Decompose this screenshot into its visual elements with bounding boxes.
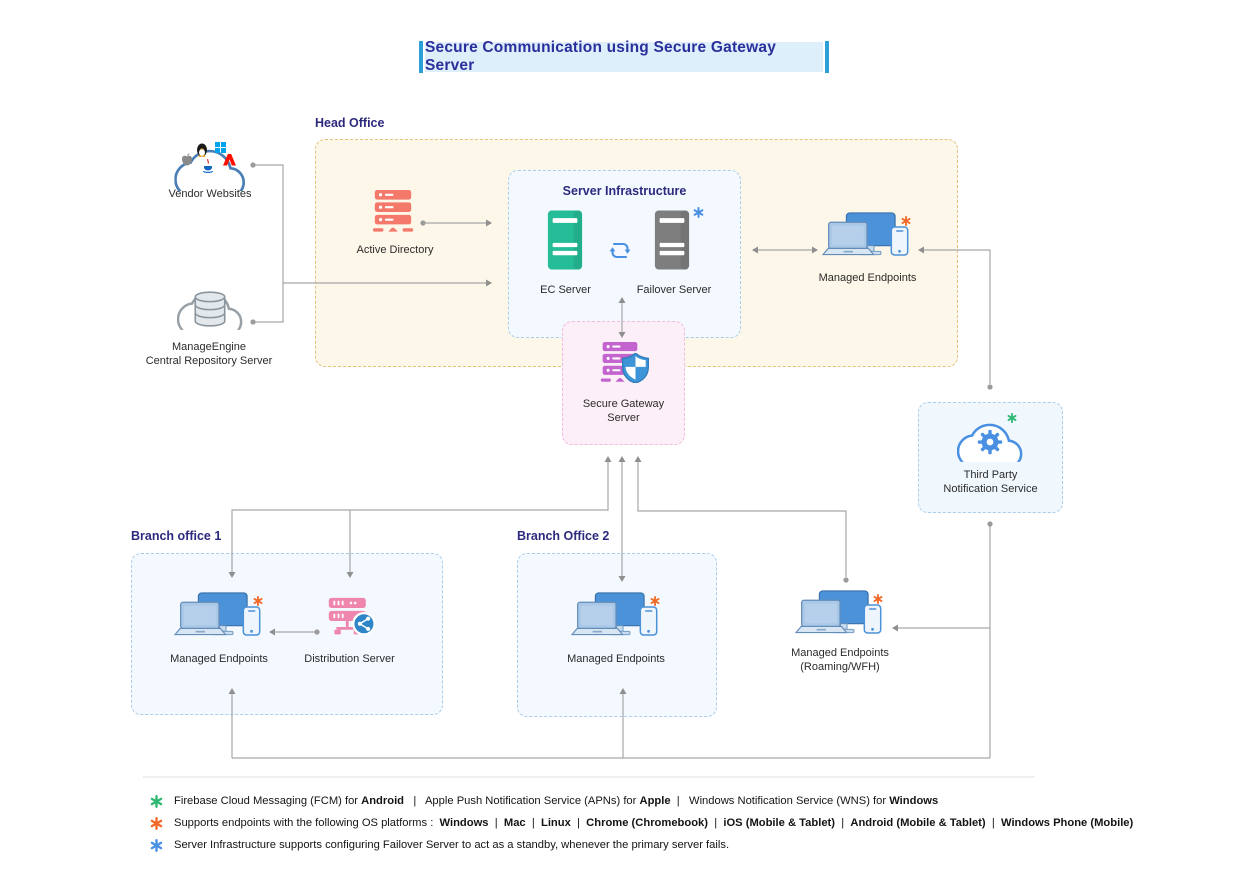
managed-endpoints-branch2-label: Managed Endpoints — [567, 653, 665, 665]
secure-gateway-icon — [599, 340, 659, 392]
footnote-row — [150, 834, 1133, 856]
managed-endpoints-head-office-asterisk-icon — [901, 216, 911, 226]
vendor-websites-label: Vendor Websites — [168, 188, 252, 200]
footnote-row — [150, 790, 1133, 812]
managed-endpoints-branch2-asterisk-icon — [650, 596, 660, 606]
diagram-title: Secure Communication using Secure Gateway Server — [425, 39, 777, 74]
active-directory-icon — [371, 188, 415, 236]
third-party-asterisk-icon — [1007, 413, 1017, 423]
windows-logo-icon — [215, 142, 226, 153]
footnote-asterisk-icon — [150, 839, 163, 852]
shield-icon — [622, 353, 649, 383]
database-icon — [192, 289, 228, 329]
footnote-asterisk-icon — [150, 795, 163, 808]
title-accent-bar-left — [419, 41, 423, 73]
sync-icon — [606, 237, 634, 264]
ec-server-icon — [546, 208, 584, 272]
branch-office-2-label: Branch Office 2 — [517, 529, 610, 543]
footnotes — [150, 790, 1133, 856]
branch-office-1-label: Branch office 1 — [131, 529, 222, 543]
footnote-asterisk-icon — [150, 817, 163, 830]
ec-server-label: EC Server — [540, 284, 591, 296]
managed-endpoints-branch1-icon — [174, 592, 264, 650]
roaming-endpoints-label: Managed Endpoints (Roaming/WFH) — [791, 647, 889, 674]
managed-endpoints-branch2-icon — [571, 592, 661, 650]
apple-logo-icon — [181, 153, 193, 166]
title-accent-bar-right — [825, 41, 829, 73]
server-infrastructure-label: Server Infrastructure — [562, 184, 687, 198]
managed-endpoints-head-office-icon — [822, 212, 912, 270]
footnote-text: Server Infrastructure supports configuring Failover Server to act as a standby, whenever the primary server fails. — [174, 839, 730, 851]
roaming-endpoints-icon — [795, 590, 885, 648]
managed-endpoints-head-office-label: Managed Endpoints — [818, 272, 917, 284]
share-icon — [353, 613, 374, 634]
failover-asterisk-icon — [693, 207, 704, 218]
gear-icon — [975, 427, 1005, 457]
linux-logo-icon — [196, 143, 208, 157]
failover-server-label: Failover Server — [636, 284, 712, 296]
distribution-server-icon — [322, 596, 380, 646]
footnote-text: Firebase Cloud Messaging (FCM) for Android | Apple Push Notification Service (APNs) for Apple | Windows Notification Service (WNS) for Windows — [174, 795, 939, 807]
managed-endpoints-branch1-label: Managed Endpoints — [170, 653, 268, 665]
third-party-notification-label: Third Party Notification Service — [943, 469, 1038, 496]
secure-gateway-label: Secure Gateway Server — [582, 398, 665, 425]
footnote-row — [150, 812, 1133, 834]
vendor-websites-cloud-icon — [170, 133, 254, 195]
roaming-endpoints-asterisk-icon — [873, 594, 883, 604]
failover-server-icon — [653, 208, 691, 272]
managed-endpoints-branch1-asterisk-icon — [253, 596, 263, 606]
active-directory-label: Active Directory — [356, 244, 434, 256]
diagram-title-banner — [425, 39, 823, 74]
central-repository-icon — [174, 276, 250, 338]
distribution-server-label: Distribution Server — [304, 653, 395, 665]
adobe-logo-icon — [223, 154, 236, 166]
head-office-label: Head Office — [315, 116, 385, 130]
java-logo-icon — [202, 159, 214, 173]
third-party-notification-icon — [955, 408, 1031, 466]
footnote-text: Supports endpoints with the following OS platforms : Windows | Mac | Linux | Chrome (Chromebook) | iOS (Mobile & Tablet) | Android (Mobile & Tablet) | Windows Phone (Mobile) — [174, 817, 1134, 829]
central-repository-label: ManageEngine Central Repository Server — [145, 341, 273, 368]
